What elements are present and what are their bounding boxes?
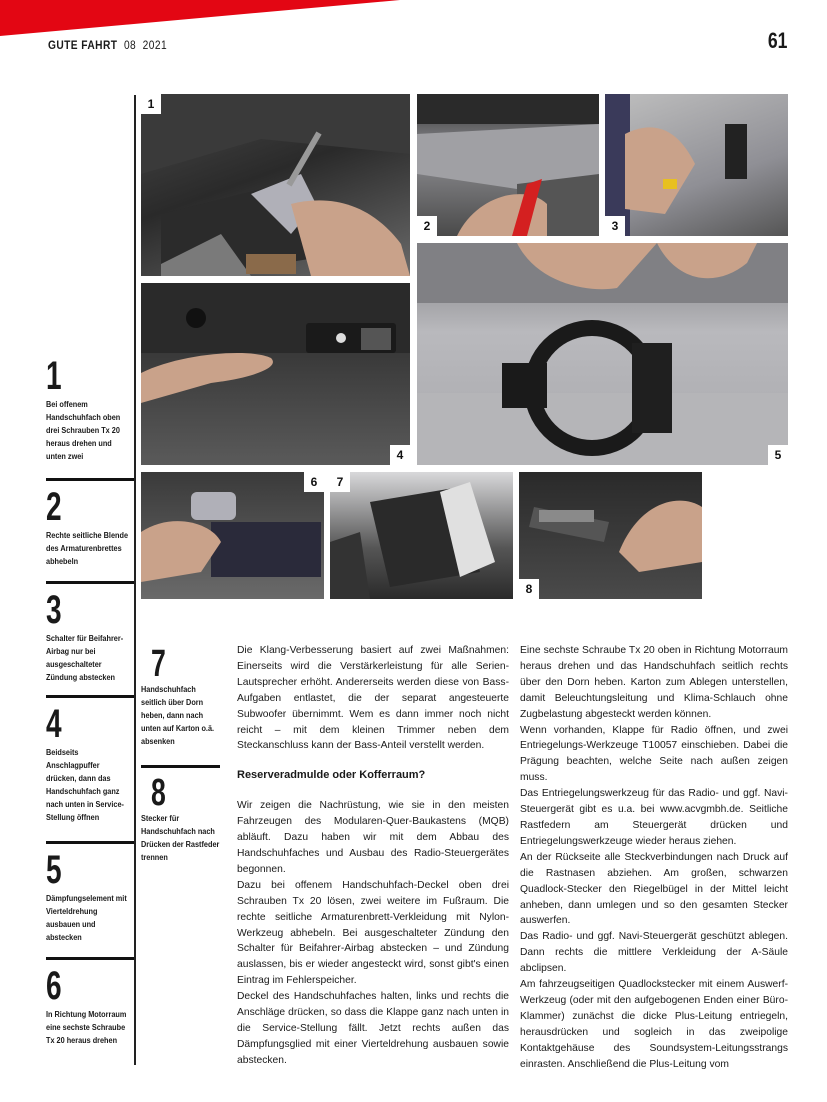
- article-paragraph: Die Klang-Verbesserung basiert auf zwei Maßnahmen: Einerseits wird die Verstärkerleistung für alle Serien-Lautsprecher erhöht. Andererseits werden diese von Bass-Aufgaben entlastet, die der separat angesteuerte Subwoofer übernimmt. Wem es dann immer noch nicht reicht – mit dem kleinen Trimmer neben dem Steckanschluss kann der Bass-Anteil verstellt werden.: [237, 645, 509, 752]
- step-number: 1: [46, 354, 62, 398]
- red-accent-band: [0, 0, 827, 40]
- magazine-header: [48, 38, 167, 52]
- photo-8-illustration: [519, 472, 702, 599]
- step-number: 8: [151, 772, 166, 814]
- step-number: 3: [46, 588, 62, 632]
- photo-6-illustration: [141, 472, 324, 599]
- photo-5: [417, 243, 788, 465]
- step-text: Bei offenem Handschuhfach oben drei Schrauben Tx 20 heraus drehen und unten zwei: [46, 399, 121, 461]
- magazine-title: GUTE FAHRT: [48, 38, 118, 52]
- step-7: [141, 645, 223, 748]
- issue-year: 2021: [142, 38, 168, 52]
- step-divider: [46, 478, 134, 481]
- step-divider: [46, 841, 134, 844]
- step-number: 2: [46, 485, 62, 529]
- photo-3-illustration: [605, 94, 788, 236]
- step-8: [141, 774, 223, 864]
- step-5: [46, 850, 134, 944]
- article-paragraph: Dazu bei offenem Handschuhfach-Deckel oben drei Schrauben Tx 20 lösen, zwei weitere im Fußraum. Die rechte seitliche Armaturenbrett-Verkleidung mit Nylon-Werkzeug abhebeln. Bei ausgeschalteter Zündung den Schalter für Beifahrer-Airbag abstecken – und Zündung auslassen, bis er wieder angesteckt wird, sonst gibt's einen Eintrag im Fehlerspeicher.: [237, 879, 509, 987]
- photo-8-label: 8: [519, 579, 539, 599]
- step-2: [46, 487, 134, 568]
- step-number: 6: [46, 964, 62, 1008]
- photo-1-label: 1: [141, 94, 161, 114]
- step-text: In Richtung Motorraum eine sechste Schraube Tx 20 heraus drehen: [46, 1009, 127, 1045]
- photo-3: [605, 94, 788, 236]
- step-number: 4: [46, 702, 62, 746]
- photo-8: [519, 472, 702, 599]
- step-6: [46, 966, 134, 1047]
- article-paragraph: An der Rückseite alle Steckverbindungen nach Druck auf die Rastnasen abziehen. Am großen, schwarzen Quadlock-Stecker den Riegelbügel in der Mittel leicht anheben, dann umlegen und so den gesamten Stecker auswerfen.: [520, 851, 788, 927]
- photo-1-illustration: [141, 94, 410, 276]
- photo-2: [417, 94, 599, 236]
- article-paragraph: Das Entriegelungswerkzeug für das Radio- und ggf. Navi-Steuergerät gibt es u.a. bei www.acvgmbh.de. Seitliche Rastfedern am Steuergerät drücken und Entriegelungswerkzeuge wieder heraus ziehen.: [520, 788, 788, 847]
- photo-4-label: 4: [390, 445, 410, 465]
- photo-7-label: 7: [330, 472, 350, 492]
- page-number: 61: [767, 28, 787, 53]
- step-text: Rechte seitliche Blende des Armaturenbrettes abhebeln: [46, 530, 129, 566]
- article-column-1: [237, 643, 509, 1069]
- step-text: Schalter für Beifahrer-Airbag nur bei ausgeschalteter Zündung abstecken: [46, 633, 124, 682]
- step-number: 7: [151, 643, 166, 685]
- step-3: [46, 590, 134, 684]
- step-text: Handschuhfach seitlich über Dorn heben, dann nach unten auf Karton o.ä. absenken: [141, 684, 215, 746]
- photo-4: [141, 283, 410, 465]
- photo-6-label: 6: [304, 472, 324, 492]
- article-paragraph: Deckel des Handschuhfaches halten, links und rechts die Anschläge drücken, so dass die Klappe ganz nach unten in die Service-Stellung fällt. Jetzt rechts außen das Dämpfungsglied mit einer Vierteldrehung ausbauen sowie abstecken.: [237, 991, 509, 1066]
- photo-6: [141, 472, 324, 599]
- article-paragraph: Wenn vorhanden, Klappe für Radio öffnen, und zwei Entriegelungs-Werkzeuge T10057 einschieben. Dabei die Prägung beachten, welche Seite nach außen zeigen muss.: [520, 724, 788, 784]
- article-heading: Reserveradmulde oder Kofferraum?: [237, 769, 426, 782]
- step-text: Stecker für Handschuhfach nach Drücken der Rastfeder trennen: [141, 813, 220, 862]
- step-1: [46, 356, 134, 463]
- article-column-2: [520, 643, 788, 1072]
- photo-5-illustration: [417, 243, 788, 465]
- photo-2-label: 2: [417, 216, 437, 236]
- step-divider: [46, 695, 134, 698]
- photo-1: [141, 94, 410, 276]
- article-paragraph: Am fahrzeugseitigen Quadlockstecker mit einem Auswerf-Werkzeug (oder mit den aufgebogenen Enden einer Büro-Klammer) zunächst die dicke Plus-Leitung entriegeln, herausdrücken und sogleich in das zweipolige Kontaktgehäuse des Soundsystem-Leitungsstrangs einrasten. Anschließend die Plus-Leitung vom: [520, 979, 788, 1070]
- article-paragraph: Eine sechste Schraube Tx 20 oben in Richtung Motorraum heraus drehen und das Handschuhfach seitlich rechts über den Dorn heben. Karton zum Ablegen unterstellen, damit Beleuchtungsleitung und Klima-Schlauch ohne Zugbelastung abgesteckt werden können.: [520, 645, 788, 720]
- article-paragraph: Wir zeigen die Nachrüstung, wie sie in den meisten Fahrzeugen des Modularen-Quer-Baukastens (MQB) abläuft. Dazu haben wir mit dem Abbau des Handschuhfaches und Ausbau des Radio-Steuergerätes begonnen.: [237, 800, 509, 875]
- photo-7-illustration: [330, 472, 513, 599]
- issue-number: 08: [123, 38, 137, 52]
- step-4: [46, 704, 134, 824]
- article-paragraph: Das Radio- und ggf. Navi-Steuergerät geschützt ablegen. Dann rechts die mittlere Verkleidung der A-Säule abclipsen.: [520, 931, 788, 975]
- photo-4-illustration: [141, 283, 410, 465]
- step-divider: [46, 957, 134, 960]
- step-divider: [46, 581, 134, 584]
- step-text: Dämpfungselement mit Vierteldrehung ausbauen und abstecken: [46, 893, 127, 942]
- column-divider: [134, 95, 136, 1065]
- step-number: 5: [46, 848, 62, 892]
- photo-3-label: 3: [605, 216, 625, 236]
- photo-7: [330, 472, 513, 599]
- step-divider: [141, 765, 220, 768]
- photo-2-illustration: [417, 94, 599, 236]
- step-text: Beidseits Anschlagpuffer drücken, dann das Handschuhfach ganz nach unten in Service-Stellung öffnen: [46, 747, 124, 822]
- photo-5-label: 5: [768, 445, 788, 465]
